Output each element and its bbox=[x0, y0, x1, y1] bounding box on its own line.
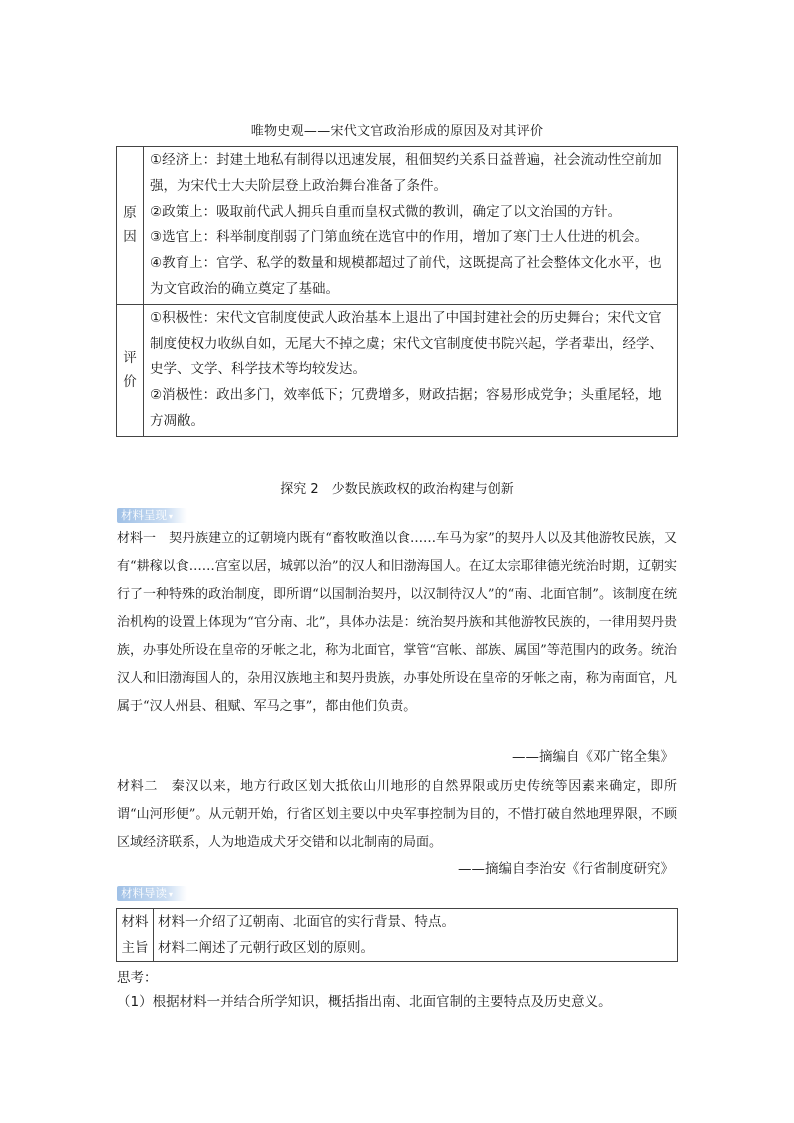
row-header-char: 因 bbox=[123, 229, 137, 246]
row-header-causes bbox=[117, 147, 144, 305]
guide-line-material-two: 材料二阐述了元朝行政区划的原则。 bbox=[158, 940, 374, 956]
cause-policy: ②政策上：吸取前代武人拥兵自重而皇权式微的教训，确定了以文治国的方针。 bbox=[150, 203, 622, 220]
guide-content bbox=[154, 909, 678, 962]
chevron-down-icon: ▾ bbox=[169, 512, 174, 521]
material-guide-tag bbox=[117, 886, 187, 901]
cause-economy: ①经济上：封建土地私有制得以迅速发展，租佃契约关系日益普遍，社会流动性空前加强，为宋代士大夫阶层登上政治舞台准备了条件。 bbox=[150, 152, 662, 194]
material-two bbox=[117, 773, 677, 857]
think-label: 思考： bbox=[117, 970, 158, 986]
causes-evaluation-table bbox=[116, 146, 678, 437]
material-one-source: ——摘编自《邓广铭全集》 bbox=[512, 749, 674, 765]
row-content-evaluation bbox=[144, 304, 678, 436]
row-content-causes bbox=[144, 147, 678, 305]
row-header-char: 原 bbox=[123, 205, 137, 222]
tag-label: 材料导读 bbox=[121, 886, 167, 900]
material-two-label: 材料二 bbox=[117, 779, 159, 794]
tag-label: 材料呈现 bbox=[121, 508, 167, 522]
table-row-causes bbox=[117, 147, 678, 305]
row-header-char: 价 bbox=[123, 374, 137, 391]
question-one: （1）根据材料一并结合所学知识，概括指出南、北面官制的主要特点及历史意义。 bbox=[117, 994, 612, 1010]
evaluation-negative: ②消极性：政出多门，效率低下；冗费增多，财政拮据；容易形成党争；头重尾轻，地方凋敝。 bbox=[150, 387, 662, 429]
guide-header-line: 主旨 bbox=[121, 940, 149, 956]
section-title-inquiry-2: 探究 2 少数民族政权的政治构建与创新 bbox=[280, 482, 514, 497]
guide-line-material-one: 材料一介绍了辽朝南、北面官的实行背景、特点。 bbox=[158, 914, 455, 930]
material-one-text: 契丹族建立的辽朝境内既有“畜牧畋渔以食……车马为家”的契丹人以及其他游牧民族，又有“耕稼以食……宫室以居，城郭以治”的汉人和旧渤海国人。在辽太宗耶律德光统治时期，辽朝实行了一种特殊的政治制度，即所谓“以国制治契丹，以汉制待汉人”的“南、北面官制”。该制度在统治机构的设置上体现为“官分南、北”，具体办法是：统治契丹族和其他游牧民族的，一律用契丹贵族，办事处所设在皇帝的牙帐之北，称为北面官，掌管“宫帐、部族、属国”等范围内的政务。统治汉人和旧渤海国人的，杂用汉族地主和契丹贵族，办事处所设在皇帝的牙帐之南，称为南面官，凡属于“汉人州县、租赋、军马之事”，都由他们负责。 bbox=[117, 531, 677, 714]
chevron-down-icon: ▾ bbox=[169, 890, 174, 899]
guide-header bbox=[117, 909, 154, 962]
material-guide-table bbox=[116, 908, 678, 962]
material-one bbox=[117, 525, 677, 721]
material-two-source: ——摘编自李治安《行省制度研究》 bbox=[458, 861, 674, 877]
guide-header-line: 材料 bbox=[121, 914, 149, 930]
material-one-label: 材料一 bbox=[117, 531, 157, 546]
row-header-char: 评 bbox=[123, 350, 137, 367]
evaluation-positive: ①积极性：宋代文官制度使武人政治基本上退出了中国封建社会的历史舞台；宋代文官制度使权力收纵自如，无尾大不掉之虞；宋代文官制度使书院兴起，学者辈出，经学、史学、文学、科学技术等均较发达。 bbox=[150, 309, 663, 378]
cause-education: ④教育上：官学、私学的数量和规模都超过了前代，这既提高了社会整体文化水平，也为文官政治的确立奠定了基础。 bbox=[150, 255, 662, 297]
table-row bbox=[117, 909, 678, 962]
material-two-text: 秦汉以来，地方行政区划大抵依山川地形的自然界限或历史传统等因素来确定，即所谓“山河形便”。从元朝开始，行省区划主要以中央军事控制为目的，不惜打破自然地理界限，不顾区域经济联系，人为地造成犬牙交错和以北制南的局面。 bbox=[117, 779, 677, 850]
material-presentation-tag bbox=[117, 508, 187, 523]
table-row-evaluation bbox=[117, 304, 678, 436]
cause-official-selection: ③选官上：科举制度削弱了门第血统在选官中的作用，增加了寒门士人仕进的机会。 bbox=[150, 229, 649, 246]
section-title-wenguan: 唯物史观——宋代文官政治形成的原因及对其评价 bbox=[250, 124, 544, 139]
row-header-evaluation bbox=[117, 304, 144, 436]
